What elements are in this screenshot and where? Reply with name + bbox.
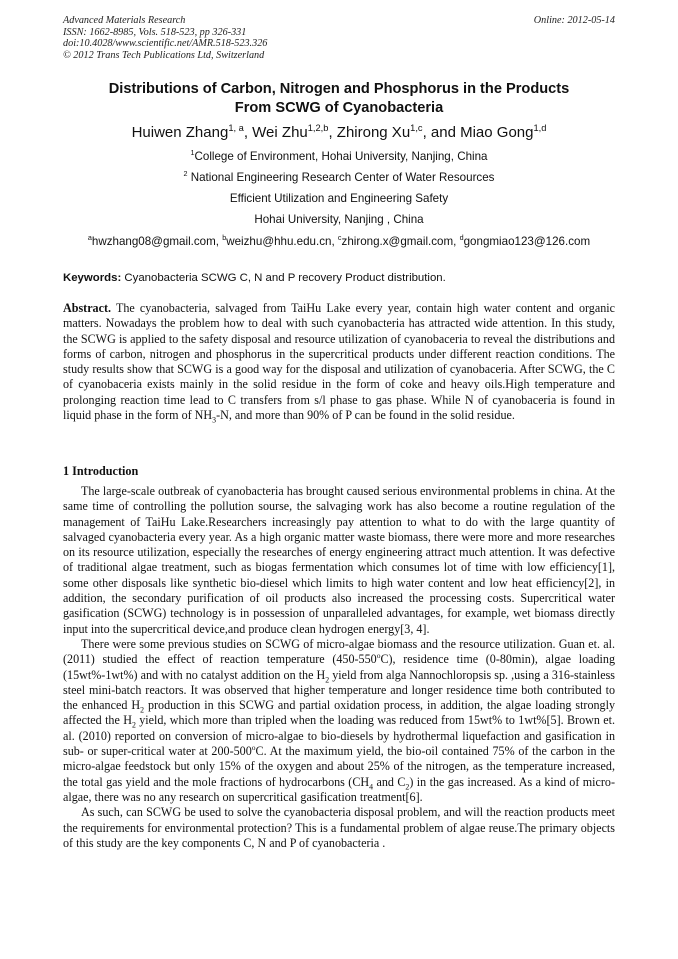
affiliation-text: College of Environment, Hohai University, Nanjing, China — [194, 150, 488, 163]
author-list — [40, 124, 638, 142]
abstract-text: The cyanobacteria, salvaged from TaiHu Lake every year, contain high water content and organic matters. Nowadays the problem how to deal with such cyanobacteria has attracted wide attention. In this study, the SCWG is applied to the safety disposal and resource utilization of cyanobaceria to reveal the distributions and forms of carbon, nitrogen and phosphorus in the supercritical products under different reaction conditions. The study results show that SCWG is a good way for the disposal and utilization of cyanobaceria. After SCWG, the C of cyanobaceria exists mainly in the solid residue in the form of coke and heavy oils.High temperature and prolonging reaction time lead to C transfers from s/l phase to gas phase. While N of cyanobaceria is found in liquid phase in the form of NH — [63, 301, 615, 423]
degree-mark: o — [251, 743, 256, 753]
email-address: gongmiao123@126.com — [463, 235, 591, 248]
journal-header — [63, 15, 615, 61]
doi-line: doi:10.4028/www.scientific.net/AMR.518-523.326 — [63, 38, 268, 50]
keywords-text: Cyanobacteria SCWG C, N and P recovery Product distribution. — [121, 272, 446, 284]
author-emails — [30, 235, 648, 249]
copyright-line: © 2012 Trans Tech Publications Ltd, Switzerland — [63, 49, 265, 61]
text-run: and C — [373, 774, 406, 789]
intro-paragraph-2 — [63, 637, 615, 805]
title-line-2: From SCWG of Cyanobacteria — [234, 99, 444, 116]
text-run: There were some previous studies on SCWG of micro-algae biomass and the resource utilization. Guan et. al. (2011) studied the effect of reaction temperature (450-550 — [63, 636, 615, 667]
intro-paragraph-3: As such, can SCWG be used to solve the cyanobacteria disposal problem, and will the reaction products meet the requirements for environmental protection? This is a fundamental problem of algae reuse.The primary objects of this study are the key components C, N and P of cyanobacteria . — [63, 805, 615, 850]
affiliation-2 — [40, 171, 638, 185]
affil-mark: 1 — [190, 148, 195, 158]
text-run: C. At the maximum yield, the bio-oil contained 75% of the carbon in the micro-algae feedstock but only 15% of the oxygen and about 25% of the nitrogen, as the temperature increased, the total gas yield and the mole fractions of hydrocarbons (CH — [63, 744, 615, 789]
paper-title — [63, 80, 615, 117]
author-name: Huiwen Zhang — [131, 124, 229, 141]
author-separator: , — [328, 124, 337, 141]
author-separator: , and — [422, 124, 461, 141]
text-run: production in this SCWG and partial oxidation process, in addition, the algae loading strongly affected the H — [63, 698, 616, 728]
text-run: C), residence time (0-80min), algae loading (15wt%-1wt%) and with no catalyst addition on the H — [63, 652, 615, 682]
text-run: yield, which more than tripled when the loading was reduced from 15wt% to 1wt%[5]. Brown et. al. (2010) reported on conversion of micro-algae to bio-diesels by hydrothermal liquefaction and gasification in sub- or super-critical water at 200-500 — [63, 713, 615, 759]
abstract — [63, 301, 615, 423]
journal-name: Advanced Materials Research — [63, 15, 186, 26]
author-name: Miao Gong — [460, 124, 534, 141]
subscript: 4 — [369, 782, 374, 792]
subscript: 3 — [212, 415, 217, 425]
degree-mark: o — [376, 651, 381, 661]
issn-line: ISSN: 1662-8985, Vols. 518-523, pp 326-331 — [63, 26, 247, 38]
text-run: ) in the gas increased. As a kind of micro-algae, there was no any research on supercritical gasification treatment[6]. — [63, 774, 616, 804]
email-address: hwzhang08@gmail.com, — [91, 235, 223, 248]
author-affil-mark: 1,c — [410, 123, 423, 133]
affiliation-1 — [40, 150, 638, 164]
section-heading-introduction: 1 Introduction — [63, 464, 139, 478]
email-address: weizhu@hhu.edu.cn, — [226, 235, 338, 248]
author-affil-mark: 1, a — [228, 123, 244, 133]
subscript: 2 — [325, 674, 330, 684]
subscript: 2 — [140, 705, 144, 715]
affiliation-2-line-3: Hohai University, Nanjing , China — [254, 213, 424, 226]
author-affil-mark: 1,d — [533, 123, 547, 133]
text-run: yield from alga Nannochloropsis sp. ,using a 316-stainless steel mini-batch reactors. It was observed that higher temperature and longer residence time both contributed to the enhanced H — [63, 667, 615, 713]
subscript: 2 — [405, 782, 410, 792]
abstract-label: Abstract. — [63, 301, 112, 315]
email-mark: c — [337, 233, 342, 243]
email-mark: a — [87, 233, 92, 243]
affiliation-2-line-2: Efficient Utilization and Engineering Safety — [229, 192, 449, 205]
email-mark: b — [222, 233, 227, 243]
affil-mark: 2 — [183, 169, 188, 179]
author-separator: , — [243, 124, 253, 141]
keywords-label: Keywords: — [63, 272, 122, 284]
author-affil-mark: 1,2,b — [307, 123, 329, 133]
author-name: Wei Zhu — [252, 124, 308, 141]
author-name: Zhirong Xu — [336, 124, 411, 141]
email-mark: d — [459, 233, 464, 243]
intro-paragraph-1: The large-scale outbreak of cyanobacteria has brought caused serious environmental problems in china. At the same time of controlling the pollution sourse, the salvaging work has also become a routine regulation of the management of TaiHu Lake.Researchers increasingly pay attention to what to do with the large quantity of salvaged cyanobacteria every year. As a high organic matter waste biomass, there were more and more researches on its resource utilization, especially the researches of energy engineering attract much attention. It was defective of traditional algae treatment, such as biogas fermentation which consumes lot of time with low efficiency[1], some other disposals like synthetic bio-diesel which limits to high water content and low heat efficiency[2], in addition, the secondary purification of oil products also increased the processing costs. Supercritical water gasification (SCWG) technology is in possession of unparalleled advantages, for example, wet biomass directly input into the supercritical device,and produce clean hydrogen energy[3, 4]. — [63, 484, 615, 636]
abstract-text: -N, and more than 90% of P can be found in the solid residue. — [216, 408, 515, 423]
affiliation-text: National Engineering Research Center of Water Resources — [187, 171, 495, 184]
online-date: Online: 2012-05-14 — [533, 15, 615, 26]
introduction-body — [63, 484, 615, 851]
keywords — [63, 271, 615, 285]
email-address: zhirong.x@gmail.com, — [341, 235, 460, 248]
title-line-1: Distributions of Carbon, Nitrogen and Phosphorus in the Products — [108, 81, 570, 97]
subscript: 2 — [131, 720, 136, 730]
